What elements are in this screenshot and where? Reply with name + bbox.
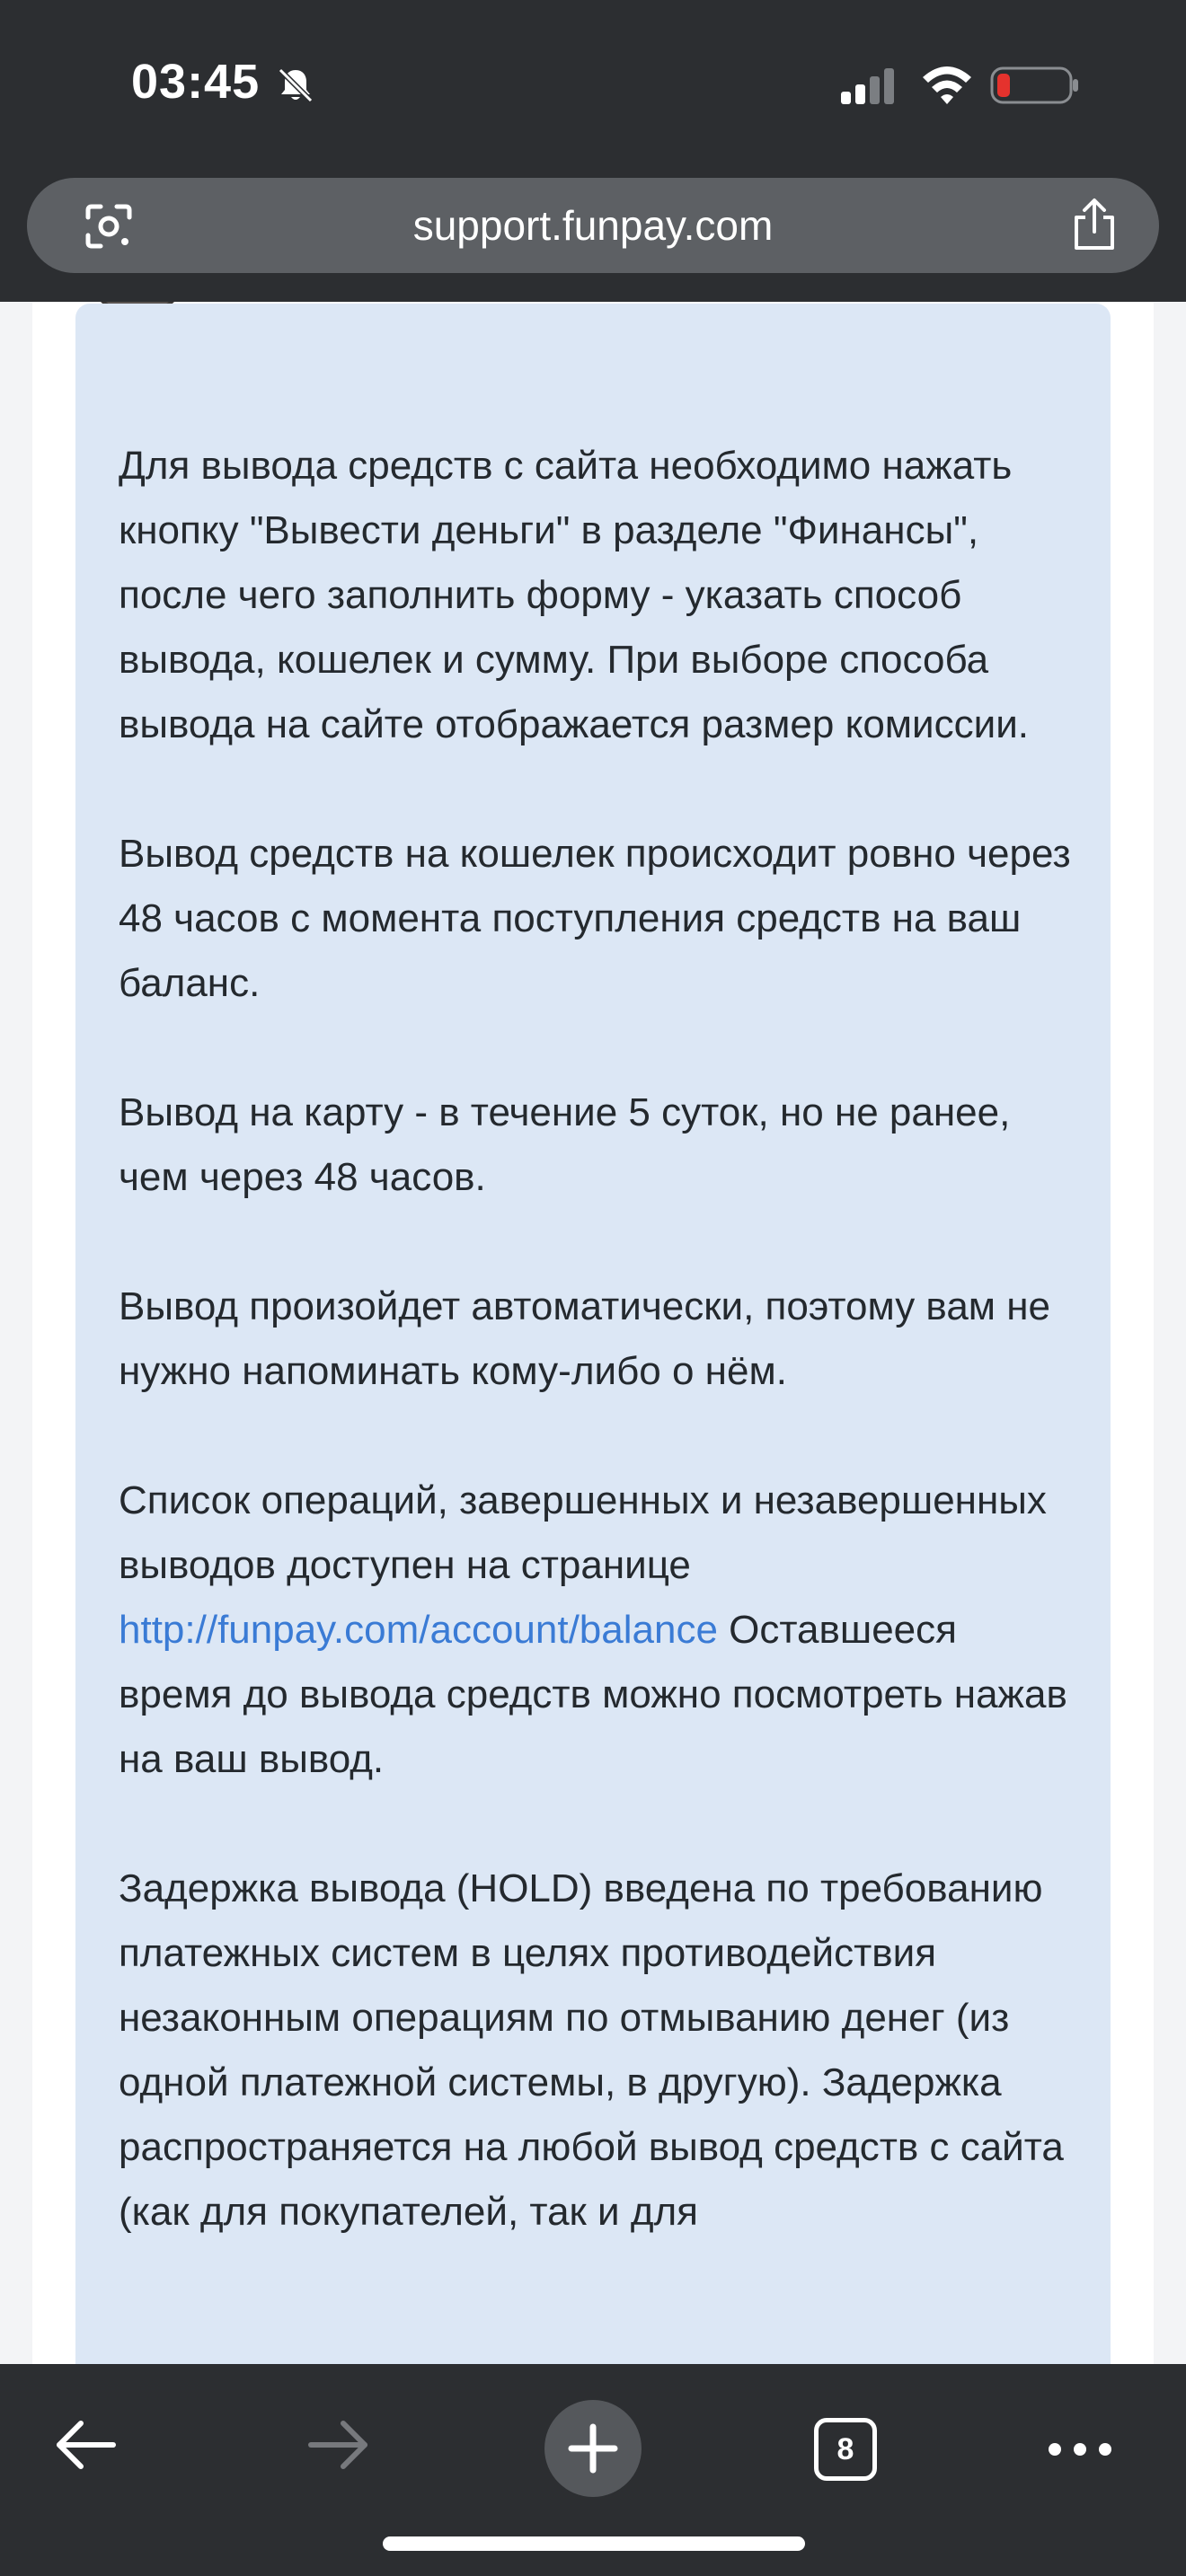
tab-switcher-button[interactable]: 8	[814, 2418, 877, 2481]
plus-icon	[544, 2400, 642, 2497]
answer-paragraph: Для вывода средств с сайта необходимо нажать кнопку "Вывести деньги" в разделе "Финансы", после чего заполнить форму - указать способ вывода, кошелек и сумму. При выборе способа вывода на сайте отображается размер комиссии.	[119, 444, 1030, 746]
battery-low-icon	[990, 65, 1080, 106]
cellular-signal-icon	[839, 68, 897, 104]
address-bar[interactable]	[27, 178, 1159, 273]
paragraph-text: Оставшееся время до вывода средств можно посмотреть нажав на ваш вывод.	[119, 1608, 1067, 1781]
back-arrow-icon[interactable]	[54, 2418, 119, 2472]
forward-arrow-icon[interactable]	[305, 2418, 370, 2472]
more-options-icon[interactable]	[1046, 2436, 1114, 2463]
bell-slash-icon	[275, 65, 316, 106]
top-chrome	[0, 0, 1186, 302]
page-content	[0, 302, 1186, 2364]
answer-card	[32, 302, 1154, 2364]
url-text[interactable]: support.funpay.com	[412, 202, 774, 249]
answer-paragraph: Вывод на карту - в течение 5 суток, но не ранее, чем через 48 часов.	[119, 1090, 1011, 1199]
paragraph-text: Список операций, завершенных и незавершенных выводов доступен на странице	[119, 1478, 1047, 1587]
status-time: 03:45	[131, 55, 261, 109]
share-icon[interactable]	[1071, 198, 1118, 251]
answer-box	[75, 304, 1111, 2364]
answer-paragraph-hold: Задержка вывода (HOLD) введена по требованию платежных систем в целях противодействия незаконным операциям по отмыванию денег (из одной платежной системы, в другую). Задержка распространяется на любой вывод средств с сайта (как для покупателей, так и для	[119, 1866, 1064, 2234]
home-indicator	[383, 2536, 805, 2551]
answer-paragraph: Вывод средств на кошелек происходит ровно через 48 часов с момента поступления средств на ваш баланс.	[119, 832, 1071, 1005]
new-tab-button[interactable]	[544, 2400, 642, 2497]
balance-link[interactable]: http://funpay.com/account/balance	[119, 1608, 718, 1652]
answer-paragraph-operations	[119, 1469, 1071, 1792]
wifi-icon	[920, 63, 974, 106]
answer-paragraph: Вывод произойдет автоматически, поэтому вам не нужно напоминать кому-либо о нём.	[119, 1284, 1051, 1393]
